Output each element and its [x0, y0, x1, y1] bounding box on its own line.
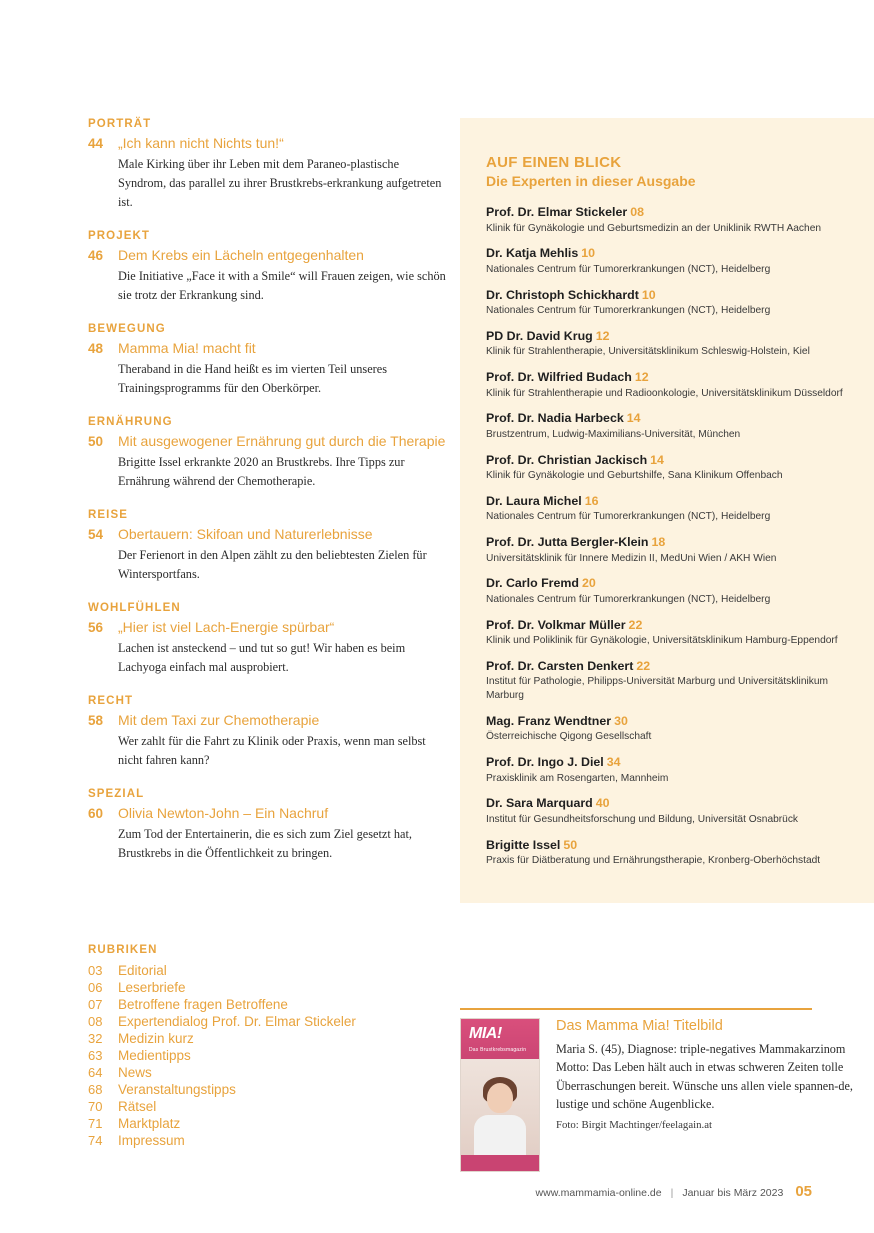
toc-entry-page: 54: [88, 526, 104, 542]
expert-name: Prof. Dr. Carsten Denkert: [486, 658, 634, 673]
rubrik-page: 74: [88, 1133, 103, 1148]
expert-entry: [486, 576, 846, 606]
expert-page: 08: [630, 205, 644, 219]
expert-affiliation: Institut für Pathologie, Philipps-Universität Marburg und Universitätsklinikum Marburg: [486, 676, 828, 702]
toc-section-heading: BEWEGUNG: [88, 323, 166, 336]
expert-name: Prof. Dr. Christian Jackisch: [486, 452, 648, 467]
page-number: 05: [795, 1183, 812, 1200]
toc-entry[interactable]: [88, 246, 448, 265]
list-item[interactable]: [88, 980, 448, 995]
expert-affiliation: Klinik für Strahlentherapie und Radioonkologie, Universitätsklinikum Düsseldorf: [486, 387, 843, 399]
magazine-cover-thumbnail: [460, 1018, 540, 1172]
toc-entry[interactable]: [88, 134, 448, 153]
toc-entry-title: Mit dem Taxi zur Chemotherapie: [118, 711, 320, 728]
toc-entry-page: 48: [88, 341, 104, 357]
toc-entry-title: Mit ausgewogener Ernährung gut durch die Therapie: [118, 433, 446, 449]
expert-page: 12: [634, 370, 649, 385]
toc-entry-description: Theraband in die Hand heißt es im vierten Teil unseres Trainingsprogramms für den Oberkörper.: [118, 361, 388, 395]
expert-entry: [486, 205, 846, 235]
footer-issue: Januar bis März 2023: [682, 1187, 784, 1199]
expert-entry: [486, 618, 846, 648]
expert-affiliation: Klinik für Gynäkologie und Geburtshilfe, Sana Klinikum Offenbach: [486, 470, 783, 482]
toc-section: [88, 416, 448, 491]
toc-entry-description: Der Ferienort in den Alpen zählt zu den beliebtesten Zielen für Wintersportfans.: [118, 547, 427, 581]
expert-page: 34: [606, 755, 621, 770]
rubriken-heading: RUBRIKEN: [88, 944, 158, 956]
list-item[interactable]: [88, 1031, 448, 1046]
cover-caption-line: Maria S. (45), Diagnose: triple-negatives Mammakarzinom: [556, 1042, 846, 1056]
rubrik-page: 63: [88, 1048, 103, 1063]
toc-section: [88, 230, 448, 305]
expert-entry: [486, 494, 846, 524]
cover-image-block: [460, 1018, 860, 1172]
rubrik-page: 32: [88, 1031, 103, 1046]
expert-entry: [486, 329, 846, 359]
expert-page: 30: [614, 713, 628, 728]
expert-page: 22: [628, 617, 643, 632]
expert-page: 10: [641, 287, 656, 302]
expert-affiliation: Nationales Centrum für Tumorerkrankungen (NCT), Heidelberg: [486, 593, 771, 605]
portrait-body: [474, 1115, 526, 1155]
expert-name: PD Dr. David Krug: [486, 328, 593, 343]
cover-tagline: Das Brustkrebsmagazin: [469, 1047, 527, 1053]
expert-page: 40: [595, 796, 610, 811]
rubrik-label: Editorial: [118, 963, 167, 978]
toc-entry-title: „Ich kann nicht Nichts tun!“: [118, 135, 284, 151]
toc-entry-page: 44: [88, 136, 104, 151]
rubrik-label: Medizin kurz: [118, 1031, 194, 1046]
rubrik-page: 06: [88, 980, 103, 995]
page-footer: [536, 1183, 812, 1200]
cover-bottom-band: [461, 1155, 539, 1171]
toc-entry-page: 58: [88, 712, 104, 728]
rubrik-page: 64: [88, 1065, 103, 1080]
toc-section-heading: ERNÄHRUNG: [88, 416, 173, 428]
toc-section: [88, 118, 448, 212]
expert-entry: [486, 796, 846, 826]
cover-caption: [556, 1018, 860, 1172]
expert-page: 16: [584, 493, 599, 508]
toc-section-heading: PROJEKT: [88, 230, 151, 243]
toc-section-heading: PORTRÄT: [88, 118, 152, 130]
toc-entry-title: „Hier ist viel Lach-Energie spürbar“: [118, 618, 335, 635]
toc-section: [88, 509, 448, 584]
expert-affiliation: Klinik und Poliklinik für Gynäkologie, Universitätsklinikum Hamburg-Eppendorf: [486, 635, 838, 647]
expert-name: Mag. Franz Wendtner: [486, 713, 612, 728]
expert-name: Dr. Sara Marquard: [486, 796, 593, 811]
toc-entry-title: Obertauern: Skifoan und Naturerlebnisse: [118, 525, 373, 542]
rubrik-page: 03: [88, 963, 103, 978]
expert-page: 18: [651, 535, 666, 550]
expert-entry: [486, 755, 846, 785]
expert-affiliation: Institut für Gesundheitsforschung und Bildung, Universität Osnabrück: [486, 813, 799, 825]
expert-name: Prof. Dr. Ingo J. Diel: [486, 755, 604, 770]
toc-entry[interactable]: [88, 618, 448, 637]
toc-section-heading: RECHT: [88, 694, 134, 707]
toc-entry-description: Brigitte Issel erkrankte 2020 an Brustkrebs. Ihre Tipps zur Ernährung während der Chemotherapie.: [118, 454, 405, 488]
expert-name: Dr. Carlo Fremd: [486, 576, 579, 591]
rubrik-label: Marktplatz: [118, 1116, 181, 1131]
expert-affiliation: Klinik für Strahlentherapie, Universitätsklinikum Schleswig-Holstein, Kiel: [486, 346, 810, 358]
list-item[interactable]: [88, 1048, 448, 1063]
list-item[interactable]: [88, 963, 448, 978]
experts-panel: [460, 118, 874, 903]
toc-entry-title: Mamma Mia! macht fit: [118, 340, 256, 357]
toc-section-heading: WOHLFÜHLEN: [88, 601, 181, 614]
expert-name: Dr. Katja Mehlis: [486, 246, 579, 261]
toc-entry[interactable]: [88, 804, 448, 823]
expert-name: Prof. Dr. Jutta Bergler-Klein: [486, 535, 649, 550]
toc-entry-description: Zum Tod der Entertainerin, die es sich zum Ziel gesetzt hat, Brustkrebs in die Öffentlichkeit zu bringen.: [118, 826, 412, 860]
rubrik-label: Medientipps: [118, 1048, 191, 1063]
expert-affiliation: Klinik für Gynäkologie und Geburtsmedizin an der Uniklinik RWTH Aachen: [486, 222, 822, 234]
expert-entry: [486, 453, 846, 483]
expert-entry: [486, 659, 846, 703]
experts-panel-title: AUF EINEN BLICK: [486, 154, 622, 171]
divider: [460, 1008, 812, 1010]
list-item[interactable]: [88, 1133, 448, 1148]
toc-column: [88, 118, 448, 863]
expert-name: Prof. Dr. Wilfried Budach: [486, 370, 632, 385]
expert-entry: [486, 411, 846, 441]
toc-section: [88, 788, 448, 863]
toc-entry-page: 56: [88, 619, 104, 635]
expert-affiliation: Nationales Centrum für Tumorerkrankungen (NCT), Heidelberg: [486, 263, 771, 275]
expert-entry: [486, 370, 846, 400]
footer-separator: |: [670, 1187, 674, 1199]
expert-name: Prof. Dr. Volkmar Müller: [486, 617, 626, 632]
rubrik-page: 71: [88, 1116, 103, 1131]
rubrik-page: 70: [88, 1099, 103, 1114]
experts-panel-subtitle: Die Experten in dieser Ausgabe: [486, 173, 696, 189]
expert-entry: [486, 246, 846, 276]
toc-section: [88, 695, 448, 770]
toc-entry-title: Dem Krebs ein Lächeln entgegenhalten: [118, 247, 364, 264]
cover-logo: MIA!: [469, 1025, 502, 1042]
expert-page: 22: [636, 658, 651, 673]
list-item[interactable]: [88, 997, 448, 1012]
list-item[interactable]: [88, 1116, 448, 1131]
expert-affiliation: Österreichische Qigong Gesellschaft: [486, 731, 652, 743]
expert-affiliation: Praxisklinik am Rosengarten, Mannheim: [486, 772, 669, 784]
expert-affiliation: Nationales Centrum für Tumorerkrankungen (NCT), Heidelberg: [486, 511, 771, 523]
toc-entry[interactable]: [88, 339, 448, 358]
toc-entry-page: 50: [88, 434, 104, 449]
rubrik-label: Betroffene fragen Betroffene: [118, 997, 288, 1012]
toc-entry[interactable]: [88, 432, 448, 451]
cover-portrait-photo: [461, 1059, 539, 1155]
expert-name: Brigitte Issel: [486, 837, 561, 852]
cover-caption-line: Motto: Das Leben hält auch in etwas schweren Zeiten tolle Überraschungen bereit. Wünsche uns allen viele spannen-de, lustige und schöne Augenblicke.: [556, 1060, 853, 1111]
expert-page: 20: [581, 576, 596, 591]
toc-entry-page: 46: [88, 248, 104, 264]
rubrik-page: 68: [88, 1082, 103, 1097]
list-item[interactable]: [88, 1099, 448, 1114]
expert-affiliation: Praxis für Diätberatung und Ernährungstherapie, Kronberg-Oberhöchstadt: [486, 855, 821, 867]
photo-credit: Foto: Birgit Machtinger/feelagain.at: [556, 1119, 713, 1132]
toc-entry-page: 60: [88, 805, 104, 821]
expert-page: 10: [581, 246, 596, 261]
toc-entry-description: Die Initiative „Face it with a Smile“ will Frauen zeigen, wie schön sie trotz der Erkrankung sind.: [118, 268, 446, 302]
rubriken-list: [88, 944, 448, 1150]
toc-section-heading: SPEZIAL: [88, 787, 145, 800]
toc-entry-description: Wer zahlt für die Fahrt zu Klinik oder Praxis, wenn man selbst nicht fahren kann?: [118, 733, 426, 767]
toc-section: [88, 602, 448, 677]
rubrik-page: 08: [88, 1014, 103, 1029]
toc-section: [88, 323, 448, 398]
expert-affiliation: Brustzentrum, Ludwig-Maximilians-Universität, München: [486, 428, 741, 440]
expert-entry: [486, 535, 846, 565]
toc-entry-description: Lachen ist ansteckend – und tut so gut! Wir haben es beim Lachyoga einfach mal ausprobiert.: [118, 640, 406, 674]
expert-name: Dr. Laura Michel: [486, 493, 582, 508]
toc-entry-title: Olivia Newton-John – Ein Nachruf: [118, 804, 329, 821]
toc-entry[interactable]: [88, 711, 448, 730]
expert-affiliation: Nationales Centrum für Tumorerkrankungen (NCT), Heidelberg: [486, 305, 771, 317]
expert-page: 14: [626, 411, 641, 426]
list-item[interactable]: [88, 1014, 448, 1029]
expert-page: 50: [563, 837, 578, 852]
rubrik-label: Veranstaltungstipps: [118, 1082, 236, 1097]
rubrik-page: 07: [88, 997, 103, 1012]
cover-caption-title: Das Mamma Mia! Titelbild: [556, 1018, 723, 1034]
portrait-face: [487, 1083, 513, 1113]
toc-section-heading: REISE: [88, 508, 129, 521]
rubrik-label: Impressum: [118, 1133, 185, 1148]
expert-entry: [486, 838, 846, 868]
expert-page: 12: [595, 328, 610, 343]
list-item[interactable]: [88, 1065, 448, 1080]
toc-entry[interactable]: [88, 525, 448, 544]
footer-url[interactable]: www.mammamia-online.de: [535, 1187, 662, 1199]
expert-page: 14: [650, 452, 664, 467]
rubrik-label: Rätsel: [118, 1099, 157, 1114]
expert-name: Prof. Dr. Elmar Stickeler: [486, 205, 628, 219]
expert-entry: [486, 714, 846, 744]
expert-name: Dr. Christoph Schickhardt: [486, 287, 639, 302]
expert-affiliation: Universitätsklinik für Innere Medizin II, MedUni Wien / AKH Wien: [486, 552, 777, 564]
rubrik-label: Leserbriefe: [118, 980, 186, 995]
toc-entry-description: Male Kirking über ihr Leben mit dem Paraneo-plastische Syndrom, das parallel zu ihrer Brustkrebs-erkrankung aufgetreten ist.: [118, 156, 442, 209]
rubrik-label: Expertendialog Prof. Dr. Elmar Stickeler: [118, 1014, 356, 1029]
expert-entry: [486, 288, 846, 318]
rubrik-label: News: [118, 1065, 152, 1080]
expert-name: Prof. Dr. Nadia Harbeck: [486, 411, 624, 426]
list-item[interactable]: [88, 1082, 448, 1097]
